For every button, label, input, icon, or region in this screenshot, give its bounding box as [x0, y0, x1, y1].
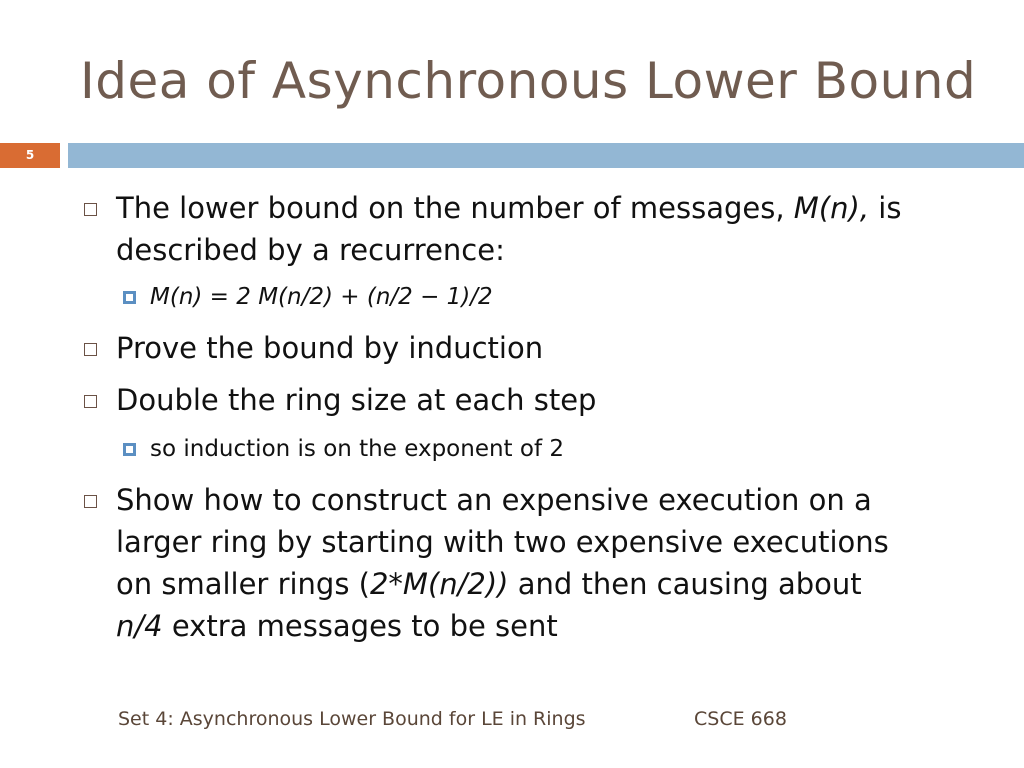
sub-bullet-recurrence	[150, 282, 970, 312]
sub-bullet-square-icon	[123, 291, 136, 304]
bullet-double-ring: Double the ring size at each step	[116, 383, 597, 417]
slide-number: 5	[0, 143, 60, 168]
bullet-text-italic: M(n),	[793, 191, 870, 225]
bullet-text: and then causing about	[508, 567, 862, 601]
bullet-induction: Prove the bound by induction	[116, 331, 544, 365]
bullet-square-icon	[84, 495, 97, 508]
bullet-construct-execution	[116, 479, 986, 647]
sub-bullet-square-icon	[123, 443, 136, 456]
bullet-text: extra messages to be sent	[162, 609, 558, 643]
sub-bullet-exponent: so induction is on the exponent of 2	[150, 436, 564, 462]
bullet-text: Show how to construct an expensive execution on a	[116, 483, 872, 517]
footer-course-code: CSCE 668	[694, 708, 787, 730]
bullet-text-italic: n/4	[116, 609, 163, 643]
bullet-square-icon	[84, 203, 97, 216]
bullet-text: on smaller rings (	[116, 567, 370, 601]
bullet-text: described by a recurrence:	[116, 233, 505, 267]
footer-set-title: Set 4: Asynchronous Lower Bound for LE in Rings	[118, 708, 586, 730]
slide-title: Idea of Asynchronous Lower Bound	[80, 52, 977, 110]
bullet-square-icon	[84, 343, 97, 356]
bullet-text: The lower bound on the number of messages,	[116, 191, 794, 225]
bullet-text: larger ring by starting with two expensive executions	[116, 525, 889, 559]
bullet-text-italic: 2*M(n/2))	[369, 567, 509, 601]
header-bar	[68, 143, 1024, 168]
bullet-square-icon	[84, 395, 97, 408]
bullet-text: is	[869, 191, 902, 225]
bullet-lower-bound	[116, 187, 986, 271]
recurrence-formula: M(n) = 2 M(n/2) + (n/2 − 1)/2	[150, 284, 493, 310]
